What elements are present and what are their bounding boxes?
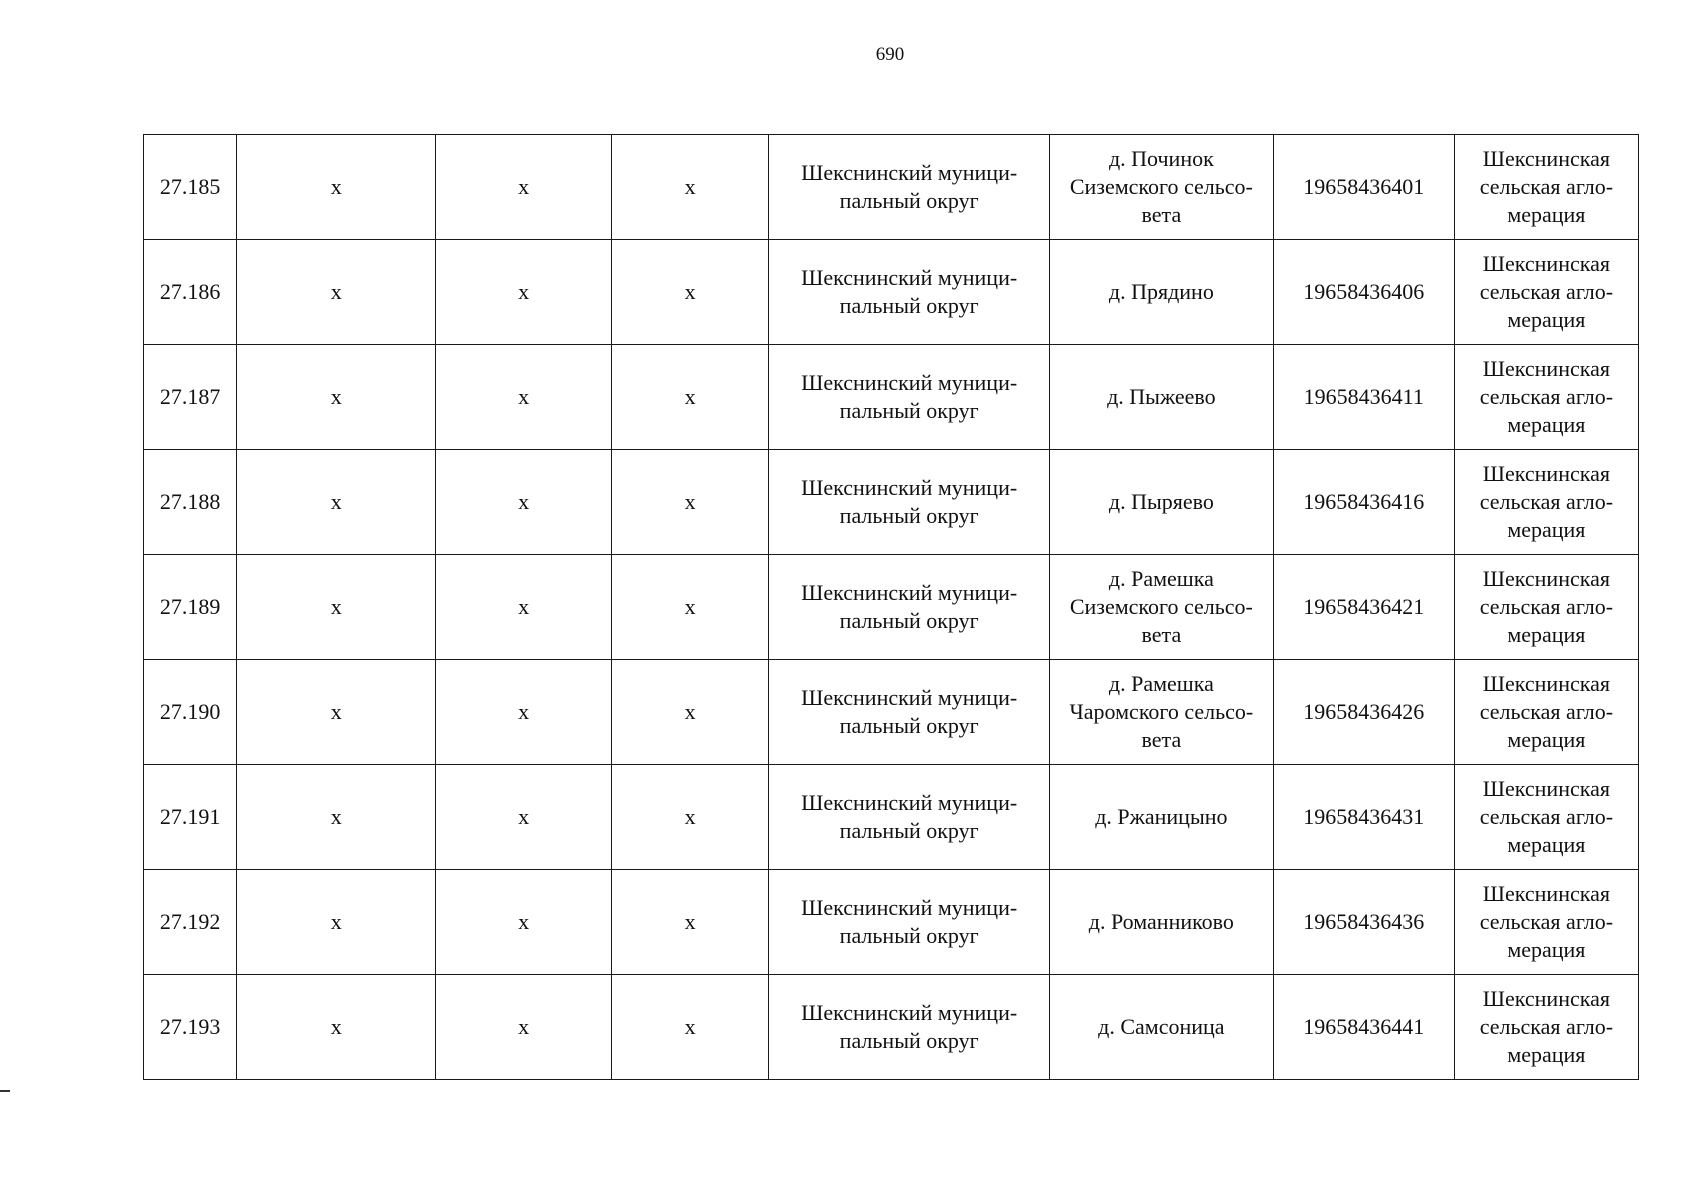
x-cell-3: x [611,975,768,1080]
okrug-cell: Шекснинский муници- пальный округ [769,660,1050,765]
table-row [144,975,1639,1080]
agglomeration-cell: Шекснинская сельская агло- мерация [1454,870,1638,975]
okrug-cell: Шекснинский муници- пальный округ [769,345,1050,450]
place-cell: д. Ржаницыно [1049,765,1273,870]
settlements-table [143,134,1639,1080]
x-cell-2: x [436,975,612,1080]
x-cell-1: x [237,555,436,660]
place-cell: д. Романниково [1049,870,1273,975]
place-cell: д. Пыжеево [1049,345,1273,450]
agglomeration-cell: Шекснинская сельская агло- мерация [1454,135,1638,240]
code-cell: 19658436441 [1273,975,1454,1080]
table-row [144,765,1639,870]
table-row [144,555,1639,660]
code-cell: 19658436426 [1273,660,1454,765]
code-cell: 19658436421 [1273,555,1454,660]
row-number-cell: 27.189 [144,555,237,660]
agglomeration-cell: Шекснинская сельская агло- мерация [1454,765,1638,870]
agglomeration-cell: Шекснинская сельская агло- мерация [1454,660,1638,765]
row-number-cell: 27.186 [144,240,237,345]
code-cell: 19658436406 [1273,240,1454,345]
x-cell-1: x [237,450,436,555]
agglomeration-cell: Шекснинская сельская агло- мерация [1454,450,1638,555]
place-cell: д. Прядино [1049,240,1273,345]
agglomeration-cell: Шекснинская сельская агло- мерация [1454,555,1638,660]
x-cell-3: x [611,765,768,870]
row-number-cell: 27.187 [144,345,237,450]
okrug-cell: Шекснинский муници- пальный округ [769,135,1050,240]
agglomeration-cell: Шекснинская сельская агло- мерация [1454,240,1638,345]
row-number-cell: 27.185 [144,135,237,240]
okrug-cell: Шекснинский муници- пальный округ [769,555,1050,660]
x-cell-1: x [237,870,436,975]
code-cell: 19658436401 [1273,135,1454,240]
place-cell: д. Починок Сиземского сельсо- вета [1049,135,1273,240]
code-cell: 19658436416 [1273,450,1454,555]
x-cell-1: x [237,345,436,450]
okrug-cell: Шекснинский муници- пальный округ [769,870,1050,975]
code-cell: 19658436431 [1273,765,1454,870]
place-cell: д. Пыряево [1049,450,1273,555]
code-cell: 19658436436 [1273,870,1454,975]
x-cell-3: x [611,240,768,345]
place-cell: д. Рамешка Чаромского сельсо- вета [1049,660,1273,765]
table-row [144,345,1639,450]
agglomeration-cell: Шекснинская сельская агло- мерация [1454,975,1638,1080]
x-cell-1: x [237,135,436,240]
row-number-cell: 27.191 [144,765,237,870]
table-body [144,135,1639,1080]
page-number: 690 [875,44,905,65]
x-cell-3: x [611,555,768,660]
okrug-cell: Шекснинский муници- пальный округ [769,765,1050,870]
table-row [144,870,1639,975]
x-cell-2: x [436,765,612,870]
x-cell-2: x [436,870,612,975]
margin-mark [0,1090,10,1092]
table-row [144,450,1639,555]
row-number-cell: 27.192 [144,870,237,975]
x-cell-3: x [611,660,768,765]
place-cell: д. Рамешка Сиземского сельсо- вета [1049,555,1273,660]
x-cell-3: x [611,345,768,450]
x-cell-2: x [436,135,612,240]
x-cell-2: x [436,555,612,660]
x-cell-2: x [436,660,612,765]
x-cell-1: x [237,765,436,870]
place-cell: д. Самсоница [1049,975,1273,1080]
okrug-cell: Шекснинский муници- пальный округ [769,240,1050,345]
x-cell-1: x [237,660,436,765]
x-cell-2: x [436,450,612,555]
code-cell: 19658436411 [1273,345,1454,450]
x-cell-1: x [237,975,436,1080]
table-row [144,240,1639,345]
x-cell-2: x [436,345,612,450]
row-number-cell: 27.190 [144,660,237,765]
table-row [144,135,1639,240]
x-cell-3: x [611,870,768,975]
okrug-cell: Шекснинский муници- пальный округ [769,975,1050,1080]
okrug-cell: Шекснинский муници- пальный округ [769,450,1050,555]
x-cell-1: x [237,240,436,345]
row-number-cell: 27.188 [144,450,237,555]
agglomeration-cell: Шекснинская сельская агло- мерация [1454,345,1638,450]
x-cell-3: x [611,135,768,240]
table-row [144,660,1639,765]
x-cell-2: x [436,240,612,345]
row-number-cell: 27.193 [144,975,237,1080]
x-cell-3: x [611,450,768,555]
